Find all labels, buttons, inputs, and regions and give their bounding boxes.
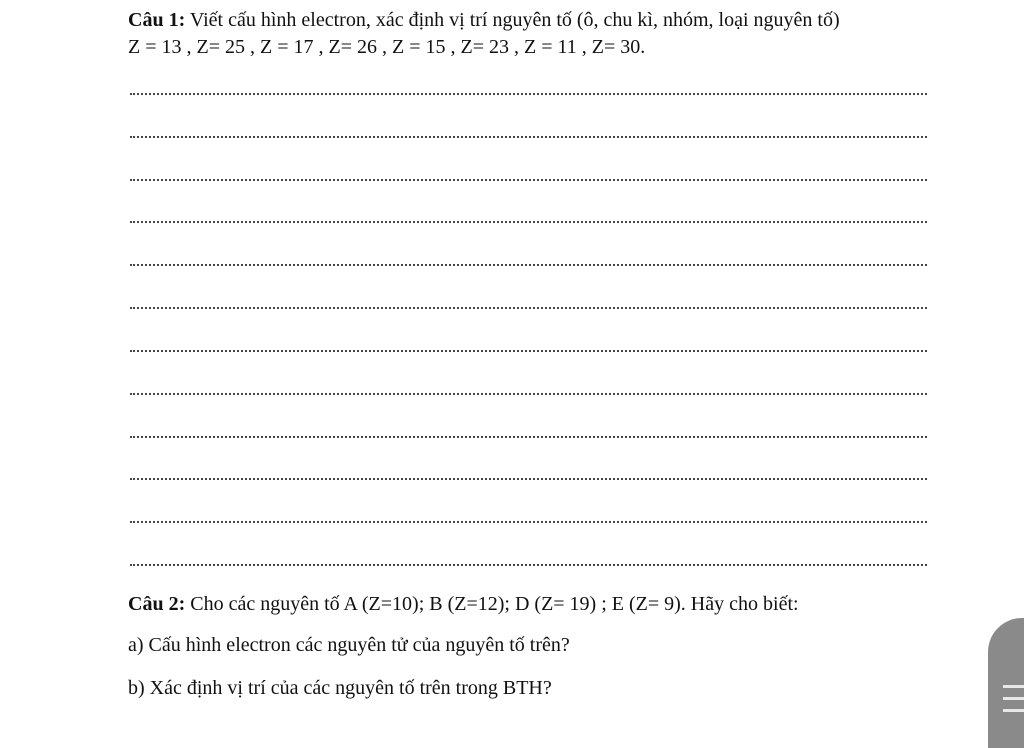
answer-line [130, 179, 927, 181]
question-2-line [128, 592, 799, 616]
answer-line [130, 221, 927, 223]
question-2-label: Câu 2: [128, 593, 186, 615]
answer-line [130, 136, 927, 138]
question-1-label: Câu 1: [128, 9, 186, 31]
question-1-line-1 [128, 8, 840, 32]
answer-line [130, 393, 927, 395]
answer-line [130, 350, 927, 352]
question-2-part-b: b) Xác định vị trí của các nguyên tố trên trong BTH? [128, 677, 552, 699]
answer-line [130, 564, 927, 566]
scroll-grip-line [1003, 697, 1024, 700]
question-2-part-a: a) Cấu hình electron các nguyên tử của nguyên tố trên? [128, 634, 570, 656]
question-1-text: Viết cấu hình electron, xác định vị trí nguyên tố (ô, chu kì, nhóm, loại nguyên tố) [185, 9, 840, 31]
answer-line [130, 478, 927, 480]
scroll-grip-line [1003, 685, 1024, 688]
scroll-grip-line [1003, 709, 1024, 712]
answer-line [130, 436, 927, 438]
answer-line [130, 264, 927, 266]
question-1-values: Z = 13 , Z= 25 , Z = 17 , Z= 26 , Z = 15 , Z= 23 , Z = 11 , Z= 30. [128, 36, 646, 58]
answer-line [130, 521, 927, 523]
answer-line [130, 93, 927, 95]
question-2-text: Cho các nguyên tố A (Z=10); B (Z=12); D (Z= 19) ; E (Z= 9). Hãy cho biết: [185, 593, 799, 615]
answer-line [130, 307, 927, 309]
